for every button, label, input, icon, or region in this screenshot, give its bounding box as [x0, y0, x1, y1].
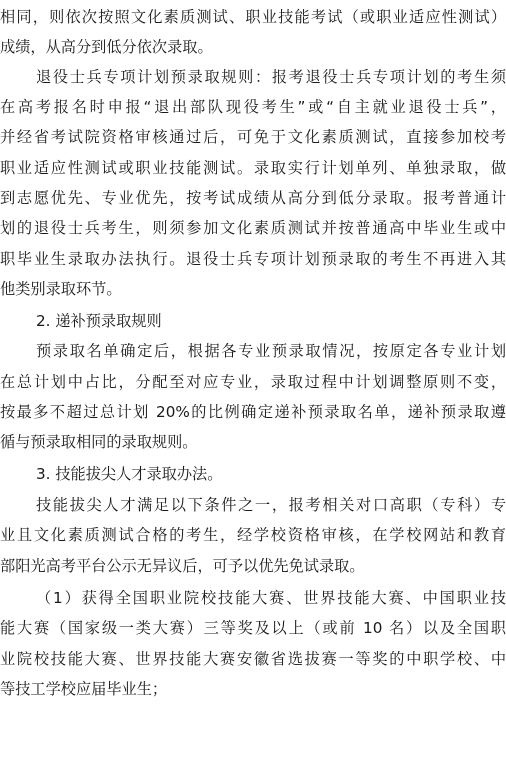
text-line: 到志愿优先、专业优先，按考试成绩从高分到低分录取。报考普通计 [0, 189, 506, 207]
text-line: 职毕业生录取办法执行。退役士兵专项计划预录取的考生不再进入其 [0, 250, 506, 268]
paragraph-start-line: 退役士兵专项计划预录取规则：报考退役士兵专项计划的考生须 [36, 68, 506, 86]
paragraph-start-line: 预录取名单确定后，根据各专业预录取情况，按原定各专业计划 [36, 342, 506, 360]
text-line: 职业适应性测试或职业技能测试。录取实行计划单列、单独录取，做 [0, 159, 506, 177]
text-line: 业院校技能大赛、世界技能大赛安徽省选拔赛一等奖的中职学校、中 [0, 650, 506, 668]
list-item-start-line: （1）获得全国职业院校技能大赛、世界技能大赛、中国职业技 [36, 589, 506, 607]
paragraph-start-line: 技能拔尖人才满足以下条件之一，报考相关对口高职（专科）专 [36, 496, 506, 514]
text-line: 循与预录取相同的录取规则。 [0, 433, 198, 451]
section-heading-3: 3. 技能拔尖人才录取办法。 [36, 465, 223, 483]
text-line: 等技工学校应届毕业生； [0, 680, 168, 698]
text-line: 在总计划中占比，分配至对应专业，录取过程中计划调整原则不变， [0, 373, 506, 391]
text-line: 在高考报名时申报“退出部队现役考生”或“自主就业退役士兵”， [0, 98, 506, 116]
text-line: 划的退役士兵考生，则须参加文化素质测试并按普通高中毕业生或中 [0, 219, 506, 237]
text-line: 并经省考试院资格审核通过后，可免于文化素质测试，直接参加校考 [0, 128, 506, 146]
text-line: 按最多不超过总计划 20%的比例确定递补预录取名单，递补预录取遵 [0, 403, 506, 421]
text-line: 相同，则依次按照文化素质测试、职业技能考试（或职业适应性测试） [0, 8, 506, 26]
text-line: 部阳光高考平台公示无异议后，可予以优先免试录取。 [0, 557, 365, 575]
text-line: 他类别录取环节。 [0, 280, 122, 298]
text-line: 能大赛（国家级一类大赛）三等奖及以上（或前 10 名）以及全国职 [0, 619, 506, 637]
text-line: 业且文化素质测试合格的考生，经学校资格审核，在学校网站和教育 [0, 526, 506, 544]
section-heading-2: 2. 递补预录取规则 [36, 312, 162, 330]
text-line: 成绩，从高分到低分依次录取。 [0, 38, 213, 56]
